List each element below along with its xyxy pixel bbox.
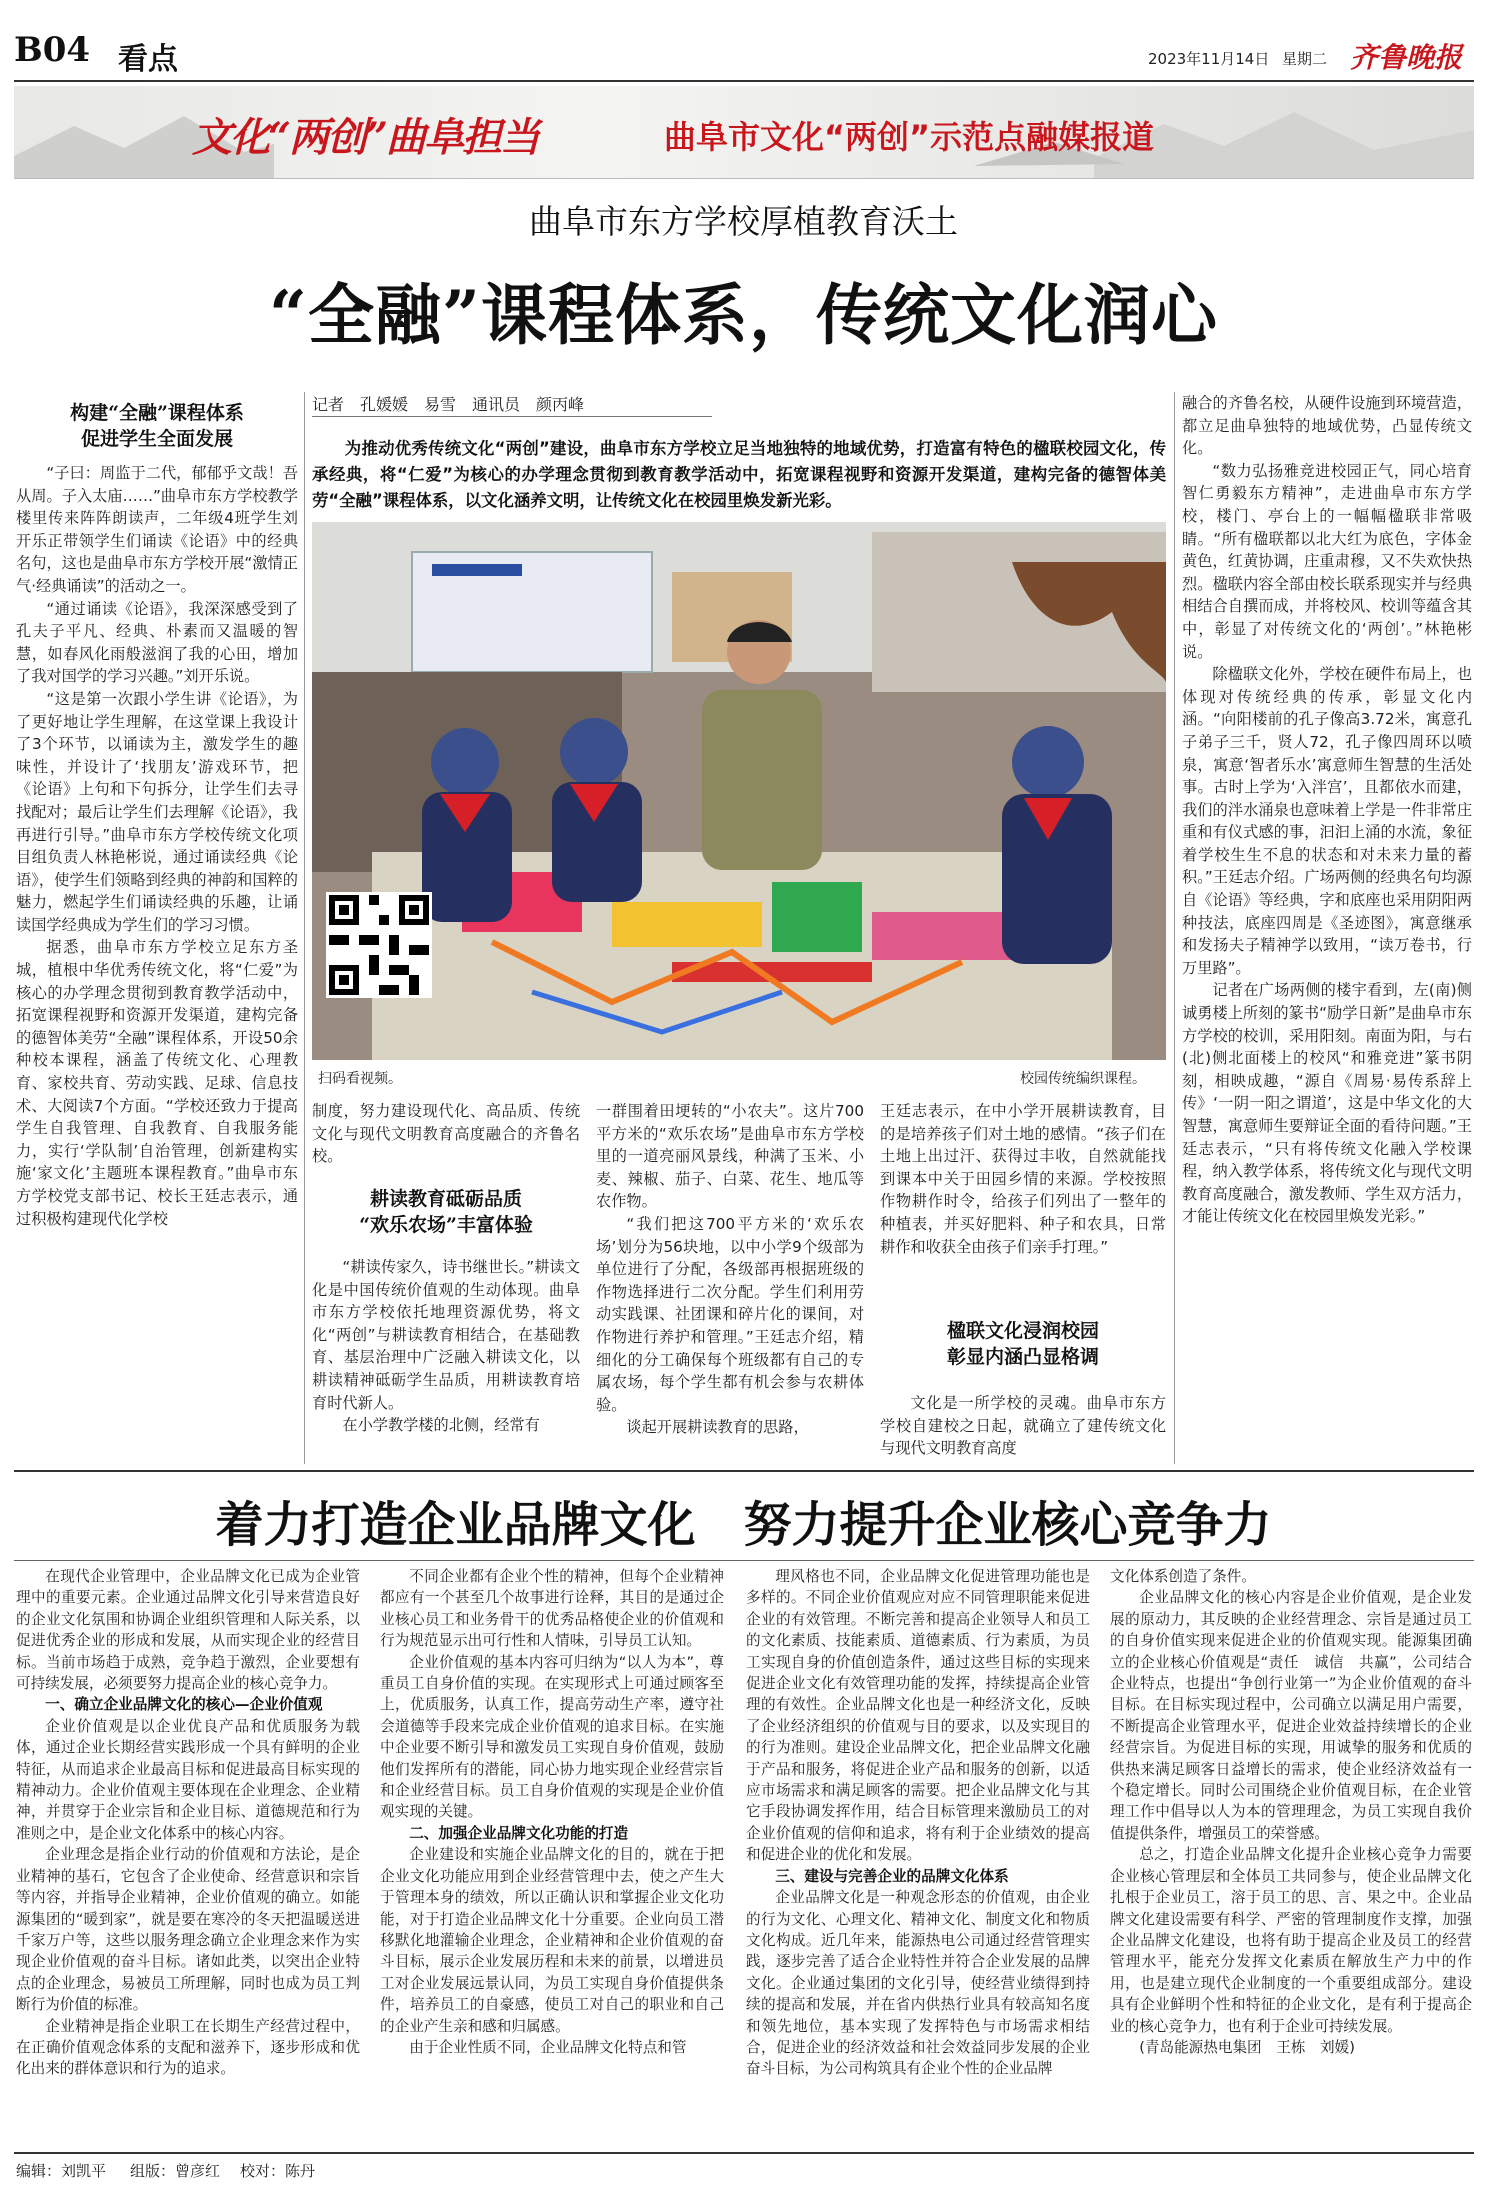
paragraph: (青岛能源热电集团 王栋 刘媛) bbox=[1139, 2038, 1355, 2056]
issue-weekday: 星期二 bbox=[1282, 50, 1328, 68]
footer-proof: 校对：陈丹 bbox=[240, 2162, 316, 2180]
paper-logo: 齐鲁晚报 bbox=[1350, 41, 1463, 74]
paragraph: 一群围着田埂转的“小农夫”。这片700平方米的“欢乐农场”是曲阜市东方学校里的一道亮丽风景线，种满了玉米、小麦、辣椒、茄子、白菜、花生、地瓜等农作物。 bbox=[596, 1102, 864, 1211]
article1-column-5 bbox=[1182, 392, 1472, 1228]
article1-kicker: 曲阜市东方学校厚植教育沃土 bbox=[529, 202, 958, 241]
article1-photo bbox=[312, 522, 1166, 1060]
article2-column-1 bbox=[16, 1566, 360, 2080]
article2-headline: 着力打造企业品牌文化 努力提升企业核心竞争力 bbox=[215, 1497, 1272, 1553]
banner bbox=[14, 86, 1474, 179]
subheading-2: 耕读教育砥砺品质 “欢乐农场”丰富体验 bbox=[359, 1188, 533, 1236]
section-name: 看点 bbox=[118, 42, 178, 77]
paragraph: “我们把这700平方米的‘欢乐农场’划分为56块地，以中小学9个级部为单位进行了分配，各级部再根据班级的作物选择进行二次分配。学生们利用劳动实践课、社团课和碎片化的课间，对作物进行养护和管理。”王廷志介绍，精细化的分工确保每个班级都有自己的专属农场，每个学生都有机会参与农耕体验。 bbox=[596, 1214, 864, 1414]
byline-rule bbox=[312, 416, 712, 417]
paragraph: 企业建设和实施企业品牌文化的目的，就在于把企业文化功能应用到企业经营管理中去，使之产生大于管理本身的绩效，所以正确认识和掌握企业文化功能，对于打造企业品牌文化十分重要。企业向员工潜移默化地灌输企业理念，企业精神和企业价值观的奋斗目标，展示企业发展历程和未来的前景，以增进员工对企业发展远景认同，为员工实现自身价值提供条件，培养员工的自豪感，使员工对自己的职业和自己的企业产生亲和感和归属感。 bbox=[380, 1846, 724, 2035]
banner-title: 曲阜市文化“两创”示范点融媒报道 bbox=[664, 118, 1155, 156]
paragraph: 由于企业性质不同，企业品牌文化特点和管 bbox=[409, 2038, 687, 2056]
article1-column-4 bbox=[880, 1100, 1166, 1258]
qr-code-icon bbox=[329, 895, 429, 995]
footer-rule bbox=[14, 2152, 1474, 2154]
article-separator bbox=[14, 1470, 1474, 1472]
article1-column-2 bbox=[312, 1100, 580, 1168]
qr-caption: 扫码看视频。 bbox=[318, 1071, 402, 1087]
paragraph: 王廷志表示，在中小学开展耕读教育，目的是培养孩子们对土地的感情。“孩子们在土地上出过汗、获得过丰收，自然就能找到课本中关于田园乡情的来源。学校按照作物耕作时令，给孩子们列出了一整年的种植表，并买好肥料、种子和农具，日常耕作和收获全由孩子们亲手打理。” bbox=[880, 1102, 1166, 1256]
paragraph: 除楹联文化外，学校在硬件布局上，也体现对传统经典的传承，彰显文化内涵。“向阳楼前的孔子像高3.72米，寓意孔子弟子三千，贤人72，孔子像四周环以喷泉，寓意‘智者乐水’寓意师生智慧的生活处事。古时上学为‘入泮宫’，且都依水而建，我们的泮水涌泉也意味着上学是一件非常庄重和有仪式感的事，汩汩上涌的水流，象征着学校生生不息的状态和对未来力量的蓄积。”王廷志介绍。广场两侧的经典名句均源自《论语》等经典，字和底座也采用阴阳两种技法，底座四周是《圣迹图》，寓意继承和发扬夫子精神学以致用，“读万卷书，行万里路”。 bbox=[1182, 665, 1472, 977]
paragraph: “耕读传家久，诗书继世长。”耕读文化是中国传统价值观的生动体现。曲阜市东方学校依托地理资源优势，将文化“两创”与耕读教育相结合，在基础教育、基层治理中广泛融入耕读文化，以耕读精神砥砺学生品质，用耕读教育培育时代新人。 bbox=[312, 1258, 580, 1412]
paragraph: 企业价值观是以企业优良产品和优质服务为载体，通过企业长期经营实践形成一个具有鲜明的企业特征，从而追求企业最高目标和促进最高目标实现的精神动力。企业价值观主要体现在企业理念、企业精神，并贯穿于企业宗旨和企业目标、道德规范和行为准则之中，是企业文化体系中的核心内容。 bbox=[16, 1717, 360, 1842]
issue-date: 2023年11月14日 bbox=[1148, 50, 1270, 68]
paragraph: 不同企业都有企业个性的精神，但每个企业精神都应有一个甚至几个故事进行诠释，其目的是通过企业核心员工和业务骨干的优秀品格使企业的价值观和行为规范显示出可行性和人情味，引导员工认知。 bbox=[380, 1568, 724, 1650]
banner-calligraphy: 文化“两创”曲阜担当 bbox=[192, 114, 539, 161]
paragraph: 在现代企业管理中，企业品牌文化已成为企业管理中的重要元素。企业通过品牌文化引导来营造良好的企业文化氛围和协调企业组织管理和人际关系，以促进优秀企业的形成和发展，从而实现企业的经营目标。当前市场趋于成熟，竞争趋于激烈，企业要想有可持续发展，必须要努力提高企业的核心竞争力。 bbox=[16, 1568, 360, 1693]
subheading-3: 楹联文化浸润校园 彰显内涵凸显格调 bbox=[946, 1320, 1099, 1368]
article1-headline: “全融”课程体系，传统文化润心 bbox=[269, 276, 1218, 354]
paragraph: 文化体系创造了条件。 bbox=[1110, 1568, 1256, 1585]
column-divider bbox=[1174, 392, 1175, 1464]
paragraph: 谈起开展耕读教育的思路， bbox=[626, 1418, 809, 1437]
section-heading: 二、加强企业品牌文化功能的打造 bbox=[409, 1824, 629, 1842]
paragraph: 总之，打造企业品牌文化提升企业核心竞争力需要企业核心管理层和全体员工共同参与，使企业品牌文化扎根于企业员工，溶于员工的思、言、果之中。企业品牌文化建设需要有科学、严密的管理制度作支撑，加强企业品牌文化建设，也将有助于提高企业及员工的经营管理水平，能充分发挥文化素质在解放生产力中的作用，也是建立现代企业制度的一个重要组成部分。建设具有企业鲜明个性和特征的企业文化，是有利于提高企业的核心竞争力，也有利于企业可持续发展。 bbox=[1110, 1846, 1472, 2035]
paragraph: 文化是一所学校的灵魂。曲阜市东方学校自建校之日起，就确立了建传统文化与现代文明教育高度 bbox=[880, 1394, 1166, 1458]
footer-editor: 编辑：刘凯平 bbox=[16, 2162, 107, 2180]
paragraph: 在小学教学楼的北侧，经常有 bbox=[342, 1416, 540, 1435]
paragraph: “这是第一次跟小学生讲《论语》，为了更好地让学生理解，在这堂课上我设计了3个环节，以诵读为主，激发学生的趣味性，并设计了‘找朋友’游戏环节，把《论语》上句和下句拆分，让学生们去寻找配对；最后让学生们去理解《论语》，我再进行引导。”曲阜市东方学校传统文化项目组负责人林艳彬说，通过诵读经典《论语》，使学生们领略到经典的神韵和国粹的魅力，燃起学生们诵读经典的乐趣，让诵读国学经典成为学生们的学习习惯。 bbox=[16, 689, 298, 934]
column-divider bbox=[304, 392, 305, 1464]
paragraph: 制度，努力建设现代化、高品质、传统文化与现代文明教育高度融合的齐鲁名校。 bbox=[312, 1102, 580, 1166]
paragraph: 记者在广场两侧的楼宇看到，左(南)侧诚勇楼上所刻的篆书“励学日新”是曲阜市东方学校的校训，采用阳刻。南面为阳，与右(北)侧北面楼上的校风“和雅竞进”篆书阴刻，相映成趣，“源自《周易·易传系辞上传》‘一阴一阳之谓道’，这是中华文化的大智慧，寓意师生要辩证全面的看待问题。”王廷志表示，“只有将传统文化融入学校课程，纳入教学体系，将传统文化与现代文明教育高度融合，激发教师、学生双方活力，才能让传统文化在校园里焕发光彩。” bbox=[1182, 981, 1472, 1226]
article1-column-3 bbox=[596, 1100, 864, 1439]
article1-byline: 记者 孔媛媛 易雪 通讯员 颜丙峰 bbox=[312, 395, 585, 414]
header-rule bbox=[14, 80, 1474, 82]
paragraph: 理风格也不同，企业品牌文化促进管理功能也是多样的。不同企业价值观应对应不同管理职能来促进企业的有效管理。不断完善和提高企业领导人和员工的文化素质、技能素质、道德素质、行为素质，为员工实现自身的价值创造条件，通过这些目标的实现来促进企业文化有效管理功能的发挥，持续提高企业管理的有效性。企业品牌文化也是一种经济文化，反映了企业经济组织的价值观与目的要求，以及实现目的的行为准则。建设企业品牌文化，把企业品牌文化融于产品和服务，将促进企业产品和服务的创新，以适应市场需求和满足顾客的需要。把企业品牌文化与其它手段协调发挥作用，结合目标管理来激励员工的对企业价值观的信仰和追求，将有利于企业绩效的提高和促进企业的优化和发展。 bbox=[746, 1568, 1090, 1864]
paragraph: 企业精神是指企业职工在长期生产经营过程中，在正确价值观念体系的支配和滋养下，逐步形成和优化出来的群体意识和行为的追求。 bbox=[16, 2017, 360, 2078]
article1-column-2b bbox=[312, 1256, 580, 1437]
article2-column-2 bbox=[380, 1566, 724, 2058]
article1-column-4b bbox=[880, 1392, 1166, 1460]
paragraph: “子曰：周监于二代，郁郁乎文哉！吾从周。子入太庙……”曲阜市东方学校教学楼里传来阵阵朗读声，二年级4班学生刘开乐正带领学生们诵读《论语》中的经典名句，这也是曲阜市东方学校开展“激情正气·经典诵读”的活动之一。 bbox=[16, 464, 298, 595]
paragraph: 企业品牌文化是一种观念形态的价值观，由企业的行为文化、心理文化、精神文化、制度文化和物质文化构成。近几年来，能源热电公司通过经营管理实践，逐步完善了适合企业特性并符合企业发展的品牌文化。企业通过集团的文化引导，使经营业绩得到持续的提高和发展，并在省内供热行业具有较高知名度和领先地位，基本实现了发挥特色与市场需求相结合，促进企业的经济效益和社会效益同步发展的企业奋斗目标，为公司构筑具有企业个性的企业品牌 bbox=[746, 1889, 1090, 2078]
section-heading: 一、确立企业品牌文化的核心—企业价值观 bbox=[45, 1696, 323, 1714]
paragraph: “通过诵读《论语》，我深深感受到了孔夫子平凡、经典、朴素而又温暖的智慧，如春风化雨般滋润了我的心田，增加了我对国学的学习兴趣。”刘开乐说。 bbox=[16, 599, 298, 686]
article1-column-1 bbox=[16, 462, 298, 1230]
section-heading: 三、建设与完善企业的品牌文化体系 bbox=[775, 1867, 1009, 1885]
article2-column-4 bbox=[1110, 1566, 1472, 2058]
article1-lead: 为推动优秀传统文化“两创”建设，曲阜市东方学校立足当地独特的地域优势，打造富有特色的楹联校园文化，传承经典，将“仁爱”为核心的办学理念贯彻到教育教学活动中，拓宽课程视野和资源开发渠道，建构完备的德智体美劳“全融”课程体系，以文化涵养文明，让传统文化在校园里焕发新光彩。 bbox=[312, 439, 1166, 510]
paragraph: 企业理念是指企业行动的价值观和方法论，是企业精神的基石，它包含了企业使命、经营意识和宗旨等内容，并指导企业精神，企业价值观的确立。如能源集团的“暖到家”，就是要在寒冷的冬天把温暖送进千家万户等，这些以服务理念确立企业理念来作为实现企业价值观的奋斗目标。诸如此类，以突出企业特点的企业理念，易被员工所理解，同时也成为员工判断行为价值的标准。 bbox=[16, 1846, 360, 2014]
article2-column-3 bbox=[746, 1566, 1090, 2080]
weaving-class-photo bbox=[312, 522, 1166, 1060]
subheading-1: 构建“全融”课程体系 促进学生全面发展 bbox=[70, 402, 244, 450]
page-number: B04 bbox=[14, 30, 91, 70]
paragraph: 企业价值观的基本内容可归纳为“以人为本”，尊重员工自身价值的实现。在实现形式上可通过顾客至上，优质服务，认真工作，提高劳动生产率，遵守社会道德等手段来完成企业价值观的追求目标。在实施中企业要不断引导和激发员工实现自身价值观，鼓励他们发挥所有的潜能，同心协力地实现企业经营宗旨和企业经营目标。员工自身价值观的实现是企业价值观实现的关键。 bbox=[380, 1653, 724, 1821]
paragraph: 据悉，曲阜市东方学校立足东方圣城，植根中华优秀传统文化，将“仁爱”为核心的办学理念贯彻到教育教学活动中，拓宽课程视野和资源开发渠道，建构完备的德智体美劳“全融”课程体系，开设50余种校本课程，涵盖了传统文化、心理教育、家校共育、劳动实践、足球、信息技术、大阅读7个方面。“学校还致力于提高学生自我管理、自我教育、自我服务能力，实行‘学队制’自治管理，创新建构实施‘家文化’主题班本课程教育。”曲阜市东方学校党支部书记、校长王廷志表示，通过积极构建现代化学校 bbox=[16, 938, 298, 1228]
paragraph: “数力弘扬雅竞进校园正气，同心培育智仁勇毅东方精神”，走进曲阜市东方学校，楼门、亭台上的一幅幅楹联非常吸睛。“所有楹联都以北大红为底色，字体金黄色，红黄协调，庄重肃穆，又不失欢快热烈。楹联内容全部由校长联系现实并与经典相结合自撰而成，并将校风、校训等蕴含其中，彰显了对传统文化的‘两创’。”林艳彬说。 bbox=[1182, 461, 1472, 661]
paragraph: 融合的齐鲁名校，从硬件设施到环境营造，都立足曲阜独特的地域优势，凸显传统文化。 bbox=[1182, 394, 1472, 458]
photo-caption: 校园传统编织课程。 bbox=[1020, 1071, 1146, 1087]
headline-rule bbox=[14, 1560, 1474, 1561]
paragraph: 企业品牌文化的核心内容是企业价值观，是企业发展的原动力，其反映的企业经营理念、宗旨是通过员工的自身价值实现来促进企业的价值观实现。能源集团确立的企业核心价值观是“责任 诚信 共赢”，公司结合企业特点，也提出“争创行业第一”为企业价值观的奋斗目标。在目标实现过程中，公司确立以满足用户需要，不断提高企业管理水平，促进企业效益持续增长的企业经营宗旨。为促进目标的实现，用诚挚的服务和优质的供热来满足顾客日益增长的需求，使企业经济效益有一个稳定增长。同时公司围绕企业价值观目标，在企业管理工作中倡导以人为本的管理理念，为员工实现自我价值提供条件，增强员工的荣誉感。 bbox=[1110, 1589, 1472, 1842]
qr-code bbox=[326, 892, 432, 998]
footer-layout: 组版：曾彦红 bbox=[130, 2162, 221, 2180]
